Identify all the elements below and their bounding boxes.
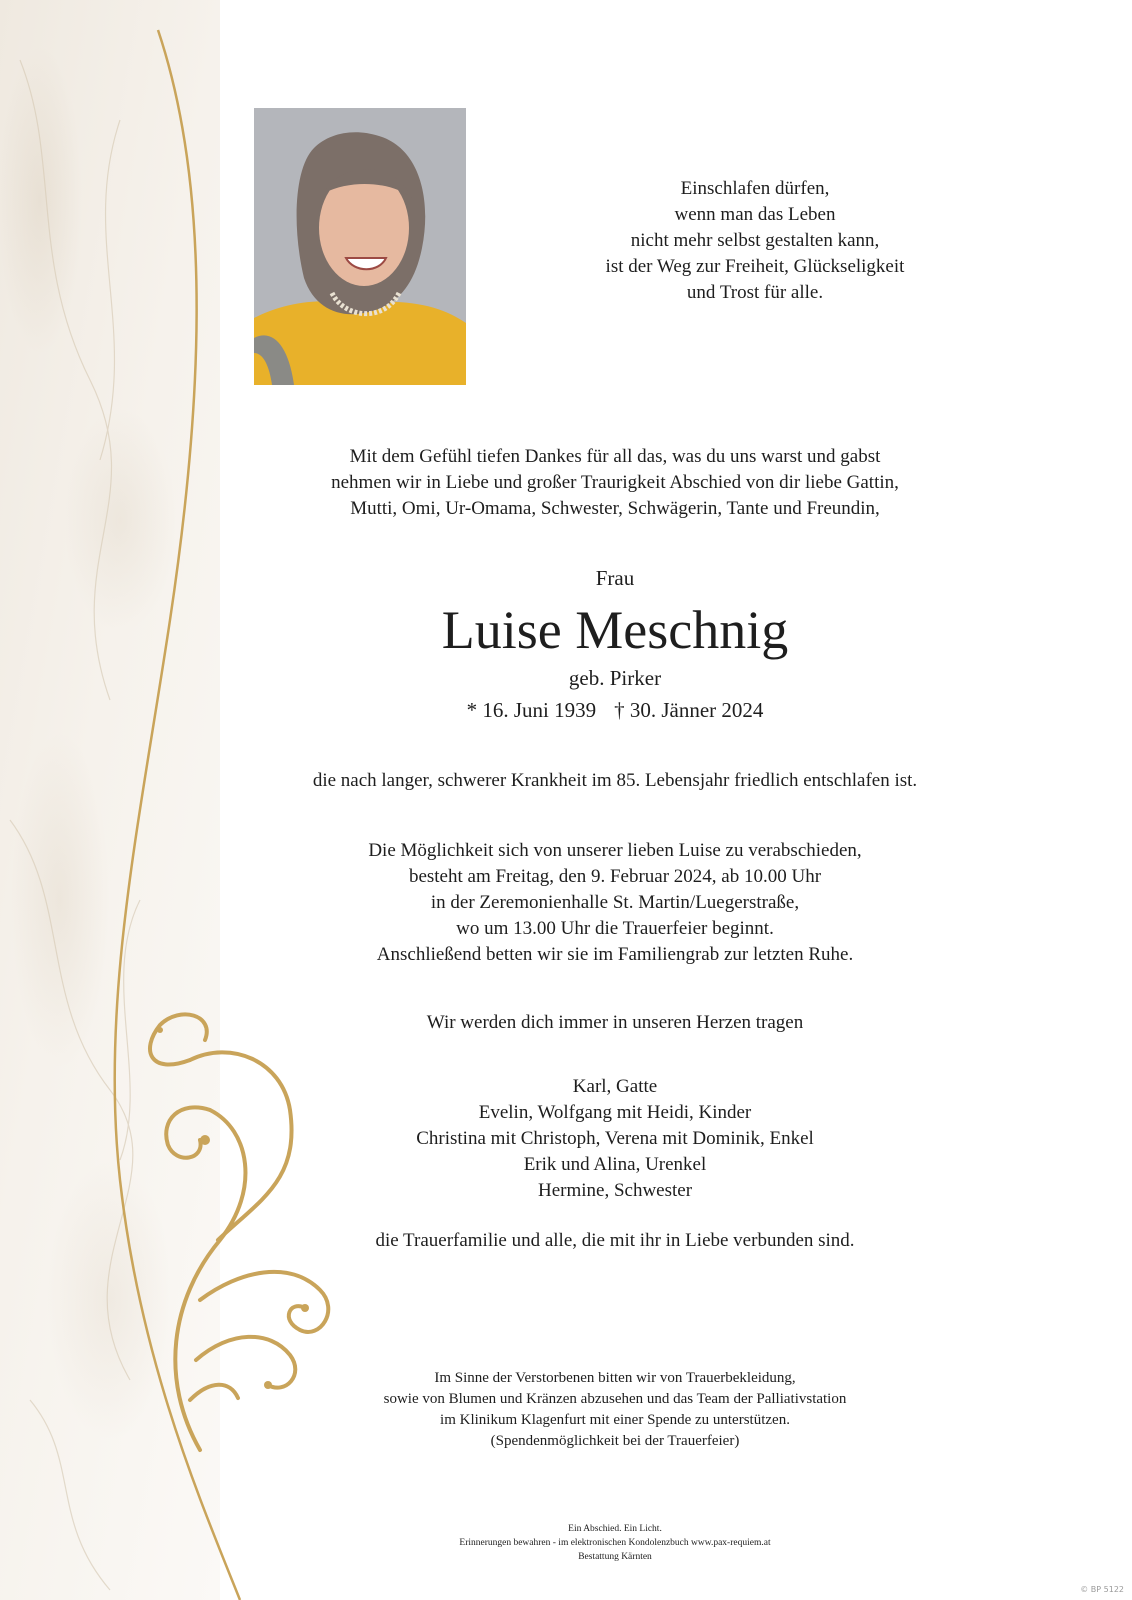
intro-line: nehmen wir in Liebe und großer Traurigkeit Abschied von dir liebe Gattin, [331, 472, 899, 493]
intro-line: Mit dem Gefühl tiefen Dankes für all das, was du uns warst und gabst [349, 446, 881, 467]
poem-line: und Trost für alle. [686, 282, 824, 303]
ceremony-details [210, 838, 1020, 968]
footer-line: Ein Abschied. Ein Licht. [568, 1524, 662, 1534]
ceremony-line: wo um 13.00 Uhr die Trauerfeier beginnt. [456, 918, 774, 939]
mourner-line: Hermine, Schwester [537, 1180, 693, 1201]
mourner-line: Karl, Gatte [572, 1076, 658, 1097]
footer-line: Bestattung Kärnten [578, 1552, 652, 1562]
ceremony-line: Anschließend betten wir sie im Familiengrab zur letzten Ruhe. [376, 944, 854, 965]
life-dates [210, 698, 1020, 723]
birth-date: * 16. Juni 1939 [466, 698, 597, 722]
ceremony-line: Die Möglichkeit sich von unserer lieben Luise zu verabschieden, [368, 840, 862, 861]
copyright-mark: © BP 5122 [1080, 1585, 1124, 1594]
portrait-photo [254, 108, 466, 385]
maiden-name: geb. Pirker [568, 666, 662, 690]
poem [560, 176, 950, 306]
footer [210, 1522, 1020, 1564]
salutation: Frau [595, 566, 635, 590]
mourner-line: Evelin, Wolfgang mit Heidi, Kinder [478, 1102, 752, 1123]
ceremony-line: besteht am Freitag, den 9. Februar 2024, ab 10.00 Uhr [408, 866, 822, 887]
death-date: † 30. Jänner 2024 [614, 698, 764, 722]
intro-line: Mutti, Omi, Ur-Omama, Schwester, Schwägerin, Tante und Freundin, [350, 498, 880, 519]
motto: Wir werden dich immer in unseren Herzen tragen [426, 1012, 804, 1033]
request-line: (Spendenmöglichkeit bei der Trauerfeier) [490, 1433, 740, 1449]
mourner-line: Erik und Alina, Urenkel [523, 1154, 707, 1175]
family-line: die Trauerfamilie und alle, die mit ihr in Liebe verbunden sind. [375, 1230, 855, 1251]
request-line: im Klinikum Klagenfurt mit einer Spende zu unterstützen. [440, 1412, 790, 1428]
deceased-name: Luise Meschnig [441, 600, 789, 660]
poem-line: wenn man das Leben [674, 204, 836, 225]
ceremony-line: in der Zeremonienhalle St. Martin/Luegerstraße, [430, 892, 800, 913]
mourners-list [210, 1074, 1020, 1204]
portrait-illustration [254, 108, 466, 385]
donation-request [210, 1368, 1020, 1452]
mourner-line: Christina mit Christoph, Verena mit Dominik, Enkel [416, 1128, 814, 1149]
death-notice-line: die nach langer, schwerer Krankheit im 85. Lebensjahr friedlich entschlafen ist. [312, 770, 918, 791]
poem-line: nicht mehr selbst gestalten kann, [630, 230, 880, 251]
request-line: sowie von Blumen und Kränzen abzusehen und das Team der Palliativstation [383, 1391, 847, 1407]
poem-line: ist der Weg zur Freiheit, Glückseligkeit [605, 256, 905, 277]
intro-text [210, 444, 1020, 522]
request-line: Im Sinne der Verstorbenen bitten wir von Trauerbekleidung, [434, 1370, 796, 1386]
footer-line: Erinnerungen bewahren - im elektronischen Kondolenzbuch www.pax-requiem.at [459, 1538, 771, 1548]
poem-line: Einschlafen dürfen, [680, 178, 830, 199]
